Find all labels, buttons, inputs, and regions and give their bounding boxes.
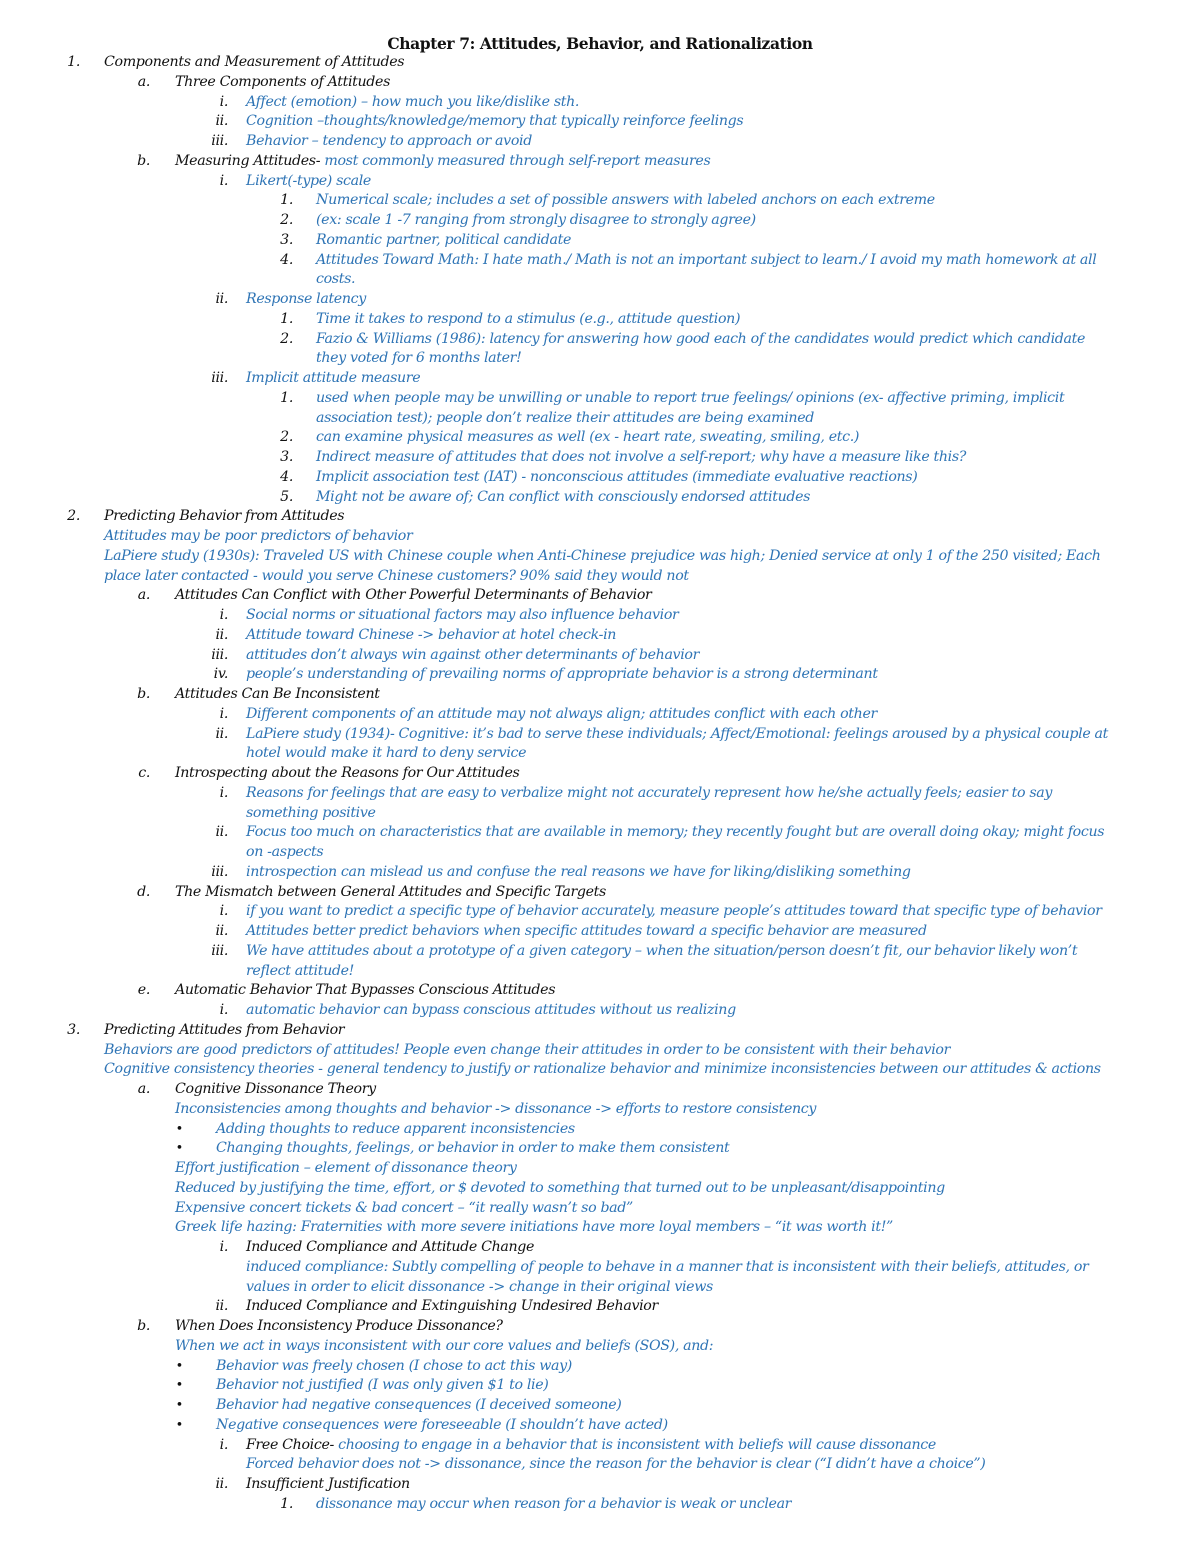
line-text: hotel would make it hard to deny service <box>246 745 527 762</box>
chapter-title: Chapter 7: Attitudes, Behavior, and Rationalization <box>387 34 813 53</box>
list-marker: e. <box>137 982 150 999</box>
line-text: LaPiere study (1930s): Traveled US with Chinese couple when Anti-Chinese prejudice was high; Denied service at only 1 of the 250 visited; Each <box>104 547 1101 564</box>
list-marker: a. <box>137 73 150 90</box>
outline-line <box>0 428 1200 448</box>
line-text: values in order to elicit dissonance -> change in their original views <box>246 1278 713 1295</box>
line-text: Focus too much on characteristics that are available in memory; they recently fought but are overall doing okay; might focus <box>246 824 1105 841</box>
outline-line <box>0 448 1200 468</box>
line-text: Predicting Attitudes from Behavior <box>104 1021 345 1038</box>
bullet-marker: • <box>175 1141 183 1157</box>
outline-line <box>0 1060 1200 1080</box>
text-segment: most commonly measured through self-report measures <box>324 152 711 169</box>
outline-line <box>0 1475 1200 1495</box>
list-marker: 1. <box>67 54 80 70</box>
list-marker: b. <box>137 1318 150 1334</box>
line-text: Attitudes Can Conflict with Other Powerful Determinants of Behavior <box>175 587 652 604</box>
line-text: introspection can mislead us and confuse the real reasons we have for liking/disliking something <box>246 863 911 880</box>
outline-line <box>0 1001 1200 1021</box>
list-marker: 3. <box>67 1021 80 1038</box>
line-text: Expensive concert tickets & bad concert – “it really wasn’t so bad” <box>175 1199 633 1216</box>
line-text: Attitudes Toward Math: I hate math./ Math is not an important subject to learn./ I avoid my math homework at all <box>316 251 1097 268</box>
outline-line <box>0 547 1200 567</box>
outline-line <box>0 883 1200 903</box>
outline-line <box>0 784 1200 804</box>
outline-line <box>0 527 1200 547</box>
outline-line <box>0 349 1200 369</box>
outline-line <box>0 705 1200 725</box>
outline-line <box>0 290 1200 310</box>
outline-line <box>0 606 1200 626</box>
outline-line <box>0 211 1200 231</box>
outline-line <box>0 468 1200 488</box>
line-text: Numerical scale; includes a set of possible answers with labeled anchors on each extreme <box>316 192 935 209</box>
text-segment: Free Choice- <box>246 1436 339 1453</box>
bullet-marker: • <box>175 1358 183 1374</box>
line-text: We have attitudes about a prototype of a given category – when the situation/person doesn’t fit, our behavior likely won’t <box>246 942 1078 959</box>
line-text: Might not be aware of; Can conflict with consciously endorsed attitudes <box>316 488 811 505</box>
line-text: Forced behavior does not -> dissonance, since the reason for the behavior is clear (“I didn’t have a choice”) <box>246 1456 986 1473</box>
outline-line <box>0 764 1200 784</box>
bullet-marker: • <box>175 1417 183 1433</box>
outline-line <box>0 1396 1200 1416</box>
line-text: something positive <box>246 804 376 821</box>
outline-line <box>0 863 1200 883</box>
line-text: Attitudes better predict behaviors when specific attitudes toward a specific behavior are measured <box>246 923 927 939</box>
line-text: Inconsistencies among thoughts and behavior -> dissonance -> efforts to restore consistency <box>175 1100 817 1117</box>
list-marker: iii. <box>211 646 228 663</box>
text-segment: choosing to engage in a behavior that is inconsistent with beliefs will cause dissonance <box>338 1436 936 1453</box>
bullet-marker: • <box>175 1121 183 1137</box>
outline-line <box>0 112 1200 132</box>
outline-line <box>0 330 1200 350</box>
outline-line <box>0 804 1200 824</box>
list-marker: iii. <box>211 942 228 959</box>
list-marker: c. <box>138 765 150 781</box>
line-text: Attitude toward Chinese -> behavior at hotel check-in <box>246 626 617 643</box>
list-marker: i. <box>219 1436 228 1453</box>
outline-line <box>0 270 1200 290</box>
outline-line <box>0 744 1200 764</box>
line-text: Insufficient Justification <box>246 1476 410 1492</box>
outline-line <box>0 389 1200 409</box>
outline-line <box>0 1258 1200 1278</box>
line-text: Attitudes Can Be Inconsistent <box>175 686 380 702</box>
line-text <box>246 1436 936 1456</box>
outline-line <box>0 1357 1200 1377</box>
line-text: Attitudes may be poor predictors of behavior <box>104 528 413 544</box>
line-text: automatic behavior can bypass conscious attitudes without us realizing <box>246 1002 736 1018</box>
line-text: costs. <box>316 271 356 288</box>
outline-line <box>0 942 1200 962</box>
line-text: Implicit attitude measure <box>246 370 421 386</box>
outline-line <box>0 1100 1200 1120</box>
list-marker: 1. <box>280 1495 293 1512</box>
list-marker: 2. <box>280 330 293 347</box>
outline-line <box>0 1041 1200 1061</box>
outline-line <box>0 251 1200 271</box>
outline-line <box>0 369 1200 389</box>
outline-line <box>0 922 1200 942</box>
outline-line <box>0 53 1200 73</box>
outline-line <box>0 962 1200 982</box>
list-marker: i. <box>219 607 228 623</box>
line-text: LaPiere study (1934)- Cognitive: it’s bad to serve these individuals; Affect/Emotional: feelings aroused by a physical couple at <box>246 725 1108 742</box>
outline-line <box>0 1376 1200 1396</box>
line-text: Induced Compliance and Attitude Change <box>246 1239 535 1255</box>
line-text: Behavior had negative consequences (I deceived someone) <box>216 1397 622 1413</box>
list-marker: 2. <box>67 508 80 525</box>
list-marker: iv. <box>213 666 228 683</box>
outline-line <box>0 1317 1200 1337</box>
list-marker: d. <box>137 883 150 900</box>
line-text: Fazio & Williams (1986): latency for answering how good each of the candidates would predict which candidate <box>316 330 1086 347</box>
outline-line <box>0 646 1200 666</box>
line-text: When Does Inconsistency Produce Dissonance? <box>175 1318 503 1334</box>
line-text: they voted for 6 months later! <box>316 350 522 367</box>
line-text: Induced Compliance and Extinguishing Undesired Behavior <box>246 1298 658 1315</box>
line-text: Indirect measure of attitudes that does not involve a self-report; why have a measure like this? <box>316 449 967 465</box>
line-text: Behavior was freely chosen (I chose to act this way) <box>216 1357 572 1374</box>
line-text: Behavior – tendency to approach or avoid <box>246 133 532 149</box>
outline-line <box>0 488 1200 508</box>
outline-line <box>0 981 1200 1001</box>
line-text: attitudes don’t always win against other determinants of behavior <box>246 646 700 663</box>
list-marker: iii. <box>211 133 228 149</box>
outline-line <box>0 1416 1200 1436</box>
line-text: Affect (emotion) – how much you like/dislike sth. <box>246 93 580 110</box>
line-text: used when people may be unwilling or unable to report true feelings/ opinions (ex- affective priming, implicit <box>316 389 1065 406</box>
outline-line <box>0 665 1200 685</box>
line-text: Three Components of Attitudes <box>175 73 391 90</box>
list-marker: ii. <box>215 291 228 307</box>
outline-line <box>0 93 1200 113</box>
outline-line <box>0 1455 1200 1475</box>
line-text: Cognitive Dissonance Theory <box>175 1081 376 1097</box>
outline-line <box>0 172 1200 192</box>
outline-line <box>0 843 1200 863</box>
outline-line <box>0 685 1200 705</box>
outline-line <box>0 823 1200 843</box>
outline-line <box>0 1337 1200 1357</box>
outline-line <box>0 902 1200 922</box>
outline-line <box>0 73 1200 93</box>
outline-line <box>0 586 1200 606</box>
line-text: Social norms or situational factors may also influence behavior <box>246 607 679 623</box>
list-marker: i. <box>219 93 228 110</box>
line-text: Romantic partner, political candidate <box>316 231 572 248</box>
line-text: reflect attitude! <box>246 962 354 979</box>
list-marker: a. <box>137 587 150 604</box>
outline-line <box>0 626 1200 646</box>
line-text <box>175 152 710 172</box>
outline-line <box>0 1139 1200 1159</box>
text-segment: Measuring Attitudes- <box>175 152 325 169</box>
list-marker: ii. <box>215 1298 228 1315</box>
list-marker: iii. <box>211 370 228 386</box>
line-text: Behavior not justified (I was only given $1 to lie) <box>216 1377 549 1394</box>
line-text: Introspecting about the Reasons for Our Attitudes <box>175 765 520 781</box>
bullet-marker: • <box>175 1378 183 1394</box>
list-marker: i. <box>219 784 228 801</box>
list-marker: 2. <box>280 429 293 446</box>
list-marker: ii. <box>215 923 228 939</box>
outline-line <box>0 725 1200 745</box>
line-text: (ex: scale 1 -7 ranging from strongly disagree to strongly agree) <box>316 212 756 228</box>
outline-line <box>0 231 1200 251</box>
list-marker: 4. <box>280 468 293 485</box>
list-marker: a. <box>137 1081 150 1097</box>
line-text: induced compliance: Subtly compelling of people to behave in a manner that is inconsistent with their beliefs, attitudes, or <box>246 1258 1089 1275</box>
outline-line <box>0 310 1200 330</box>
list-marker: i. <box>219 1002 228 1018</box>
outline-line <box>0 132 1200 152</box>
outline-line <box>0 1179 1200 1199</box>
outline-line <box>0 152 1200 172</box>
list-marker: 1. <box>280 192 293 209</box>
outline-line <box>0 1297 1200 1317</box>
list-marker: i. <box>219 172 228 189</box>
line-text: Different components of an attitude may not always align; attitudes conflict with each other <box>246 705 877 722</box>
line-text: Reduced by justifying the time, effort, or $ devoted to something that turned out to be unpleasant/disappointing <box>175 1179 945 1196</box>
line-text: Effort justification – element of dissonance theory <box>175 1160 517 1176</box>
list-marker: i. <box>219 903 228 920</box>
list-marker: 2. <box>280 212 293 228</box>
line-text: Cognition –thoughts/knowledge/memory that typically reinforce feelings <box>246 113 744 130</box>
outline-line <box>0 1436 1200 1456</box>
line-text: The Mismatch between General Attitudes and Specific Targets <box>175 883 606 900</box>
list-marker: 3. <box>280 449 293 465</box>
list-marker: iii. <box>211 863 228 880</box>
line-text: people’s understanding of prevailing norms of appropriate behavior is a strong determinant <box>246 666 878 683</box>
line-text: Negative consequences were foreseeable (I shouldn’t have acted) <box>216 1416 668 1433</box>
outline-line <box>0 1218 1200 1238</box>
list-marker: 5. <box>280 488 293 505</box>
list-marker: 4. <box>280 251 293 268</box>
line-text: When we act in ways inconsistent with our core values and beliefs (SOS), and: <box>175 1337 714 1354</box>
line-text: if you want to predict a specific type of behavior accurately, measure people’s attitudes toward that specific type of behavior <box>246 903 1102 920</box>
line-text: Cognitive consistency theories - general tendency to justify or rationalize behavior and minimize inconsistencies between our attitudes & actions <box>104 1061 1101 1078</box>
list-marker: ii. <box>215 824 228 841</box>
line-text: association test); people don’t realize their attitudes are being examined <box>316 409 814 426</box>
line-text: Reasons for feelings that are easy to verbalize might not accurately represent how he/she actually feels; easier to say <box>246 784 1053 801</box>
line-text: Implicit association test (IAT) - nonconscious attitudes (immediate evaluative reactions) <box>316 468 918 485</box>
outline-line <box>0 1278 1200 1298</box>
list-marker: 1. <box>280 389 293 406</box>
outline-line <box>0 1199 1200 1219</box>
outline-line <box>0 191 1200 211</box>
outline-line <box>0 1021 1200 1041</box>
list-marker: ii. <box>215 113 228 130</box>
list-marker: ii. <box>215 1476 228 1492</box>
line-text: can examine physical measures as well (ex - heart rate, sweating, smiling, etc.) <box>316 429 860 446</box>
list-marker: b. <box>137 152 150 169</box>
line-text: Behaviors are good predictors of attitudes! People even change their attitudes in order to be consistent with their behavior <box>104 1041 951 1058</box>
line-text: Likert(-type) scale <box>246 172 371 189</box>
list-marker: b. <box>137 686 150 702</box>
list-marker: i. <box>219 1239 228 1255</box>
list-marker: 3. <box>280 231 293 248</box>
line-text: Predicting Behavior from Attitudes <box>104 508 345 525</box>
list-marker: i. <box>219 705 228 722</box>
line-text: on -aspects <box>246 844 324 860</box>
line-text: Components and Measurement of Attitudes <box>104 54 405 70</box>
outline-line <box>0 1495 1200 1515</box>
line-text: Adding thoughts to reduce apparent inconsistencies <box>216 1120 575 1137</box>
outline <box>0 53 1200 1515</box>
outline-line <box>0 567 1200 587</box>
outline-line <box>0 409 1200 429</box>
outline-line <box>0 1080 1200 1100</box>
line-text: Response latency <box>246 291 366 307</box>
outline-line <box>0 1238 1200 1258</box>
line-text: place later contacted - would you serve Chinese customers? 90% said they would not <box>104 567 689 584</box>
list-marker: 1. <box>280 310 293 327</box>
line-text: Time it takes to respond to a stimulus (e.g., attitude question) <box>316 310 741 327</box>
list-marker: ii. <box>215 725 228 742</box>
line-text: Greek life hazing: Fraternities with more severe initiations have more loyal members – “it was worth it!” <box>175 1219 893 1236</box>
outline-line <box>0 1159 1200 1179</box>
outline-line <box>0 1120 1200 1140</box>
outline-line <box>0 507 1200 527</box>
line-text: Automatic Behavior That Bypasses Conscious Attitudes <box>175 982 556 999</box>
bullet-marker: • <box>175 1398 183 1413</box>
list-marker: ii. <box>215 626 228 643</box>
line-text: dissonance may occur when reason for a behavior is weak or unclear <box>316 1495 792 1512</box>
line-text: Changing thoughts, feelings, or behavior in order to make them consistent <box>216 1140 730 1157</box>
